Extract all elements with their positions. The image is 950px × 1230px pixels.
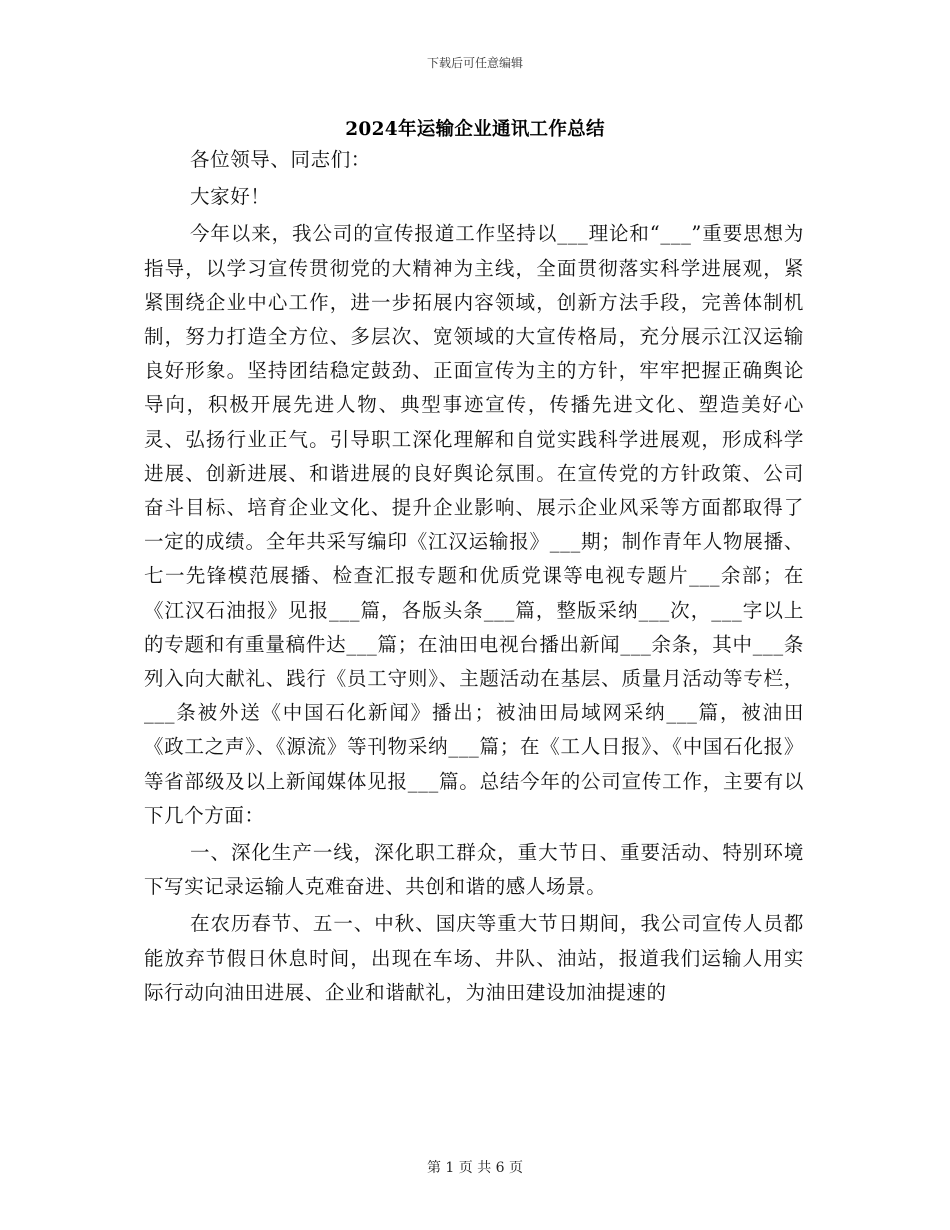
paragraph-holiday-reporting: 在农历春节、五一、中秋、国庆等重大节日期间，我公司宣传人员都能放弃节假日休息时间，出现在车场、井队、油站，报道我们运输人用实际行动向油田进展、企业和谐献礼，为油田建设加油提速的 — [144, 912, 804, 1004]
document-body — [144, 143, 804, 1010]
page-number-footer: 第 1 页 共 6 页 — [426, 1160, 524, 1176]
salutation: 大家好！ — [190, 185, 271, 209]
greeting: 各位领导、同志们： — [190, 148, 371, 171]
document-title: 2024年运输企业通讯工作总结 — [345, 119, 605, 140]
header-note: 下载后可任意编辑 — [426, 56, 523, 70]
paragraph-section-one: 一、深化生产一线，深化职工群众，重大节日、重要活动、特别环境下写实记录运输人克难奋进、共创和谐的感人场景。 — [144, 841, 804, 899]
paragraph-summary: 今年以来，我公司的宣传报道工作坚持以___理论和“___”重要思想为指导，以学习宣传贯彻党的大精神为主线，全面贯彻落实科学进展观，紧紧围绕企业中心工作，进一步拓展内容领域，创新方法手段，完善体制机制，努力打造全方位、多层次、宽领域的大宣传格局，充分展示江汉运输良好形象。坚持团结稳定鼓劲、正面宣传为主的方针，牢牢把握正确舆论导向，积极开展先进人物、典型事迹宣传，传播先进文化、塑造美好心灵、弘扬行业正气。引导职工深化理解和自觉实践科学进展观，形成科学进展、创新进展、和谐进展的良好舆论氛围。在宣传党的方针政策、公司奋斗目标、培育企业文化、提升企业影响、展示企业风采等方面都取得了一定的成绩。全年共采写编印《江汉运输报》___期；制作青年人物展播、七一先锋模范展播、检查汇报专题和优质党课等电视专题片___余部；在《江汉石油报》见报___篇，各版头条___篇，整版采纳___次，___字以上的专题和有重量稿件达___篇；在油田电视台播出新闻___余条，其中___条列入向大献礼、践行《员工守则》、主题活动在基层、质量月活动等专栏，___条被外送《中国石化新闻》播出；被油田局域网采纳___篇，被油田《政工之声》、《源流》等刊物采纳___篇；在《工人日报》、《中国石化报》等省部级及以上新闻媒体见报___篇。总结今年的公司宣传工作，主要有以下几个方面： — [144, 222, 804, 827]
